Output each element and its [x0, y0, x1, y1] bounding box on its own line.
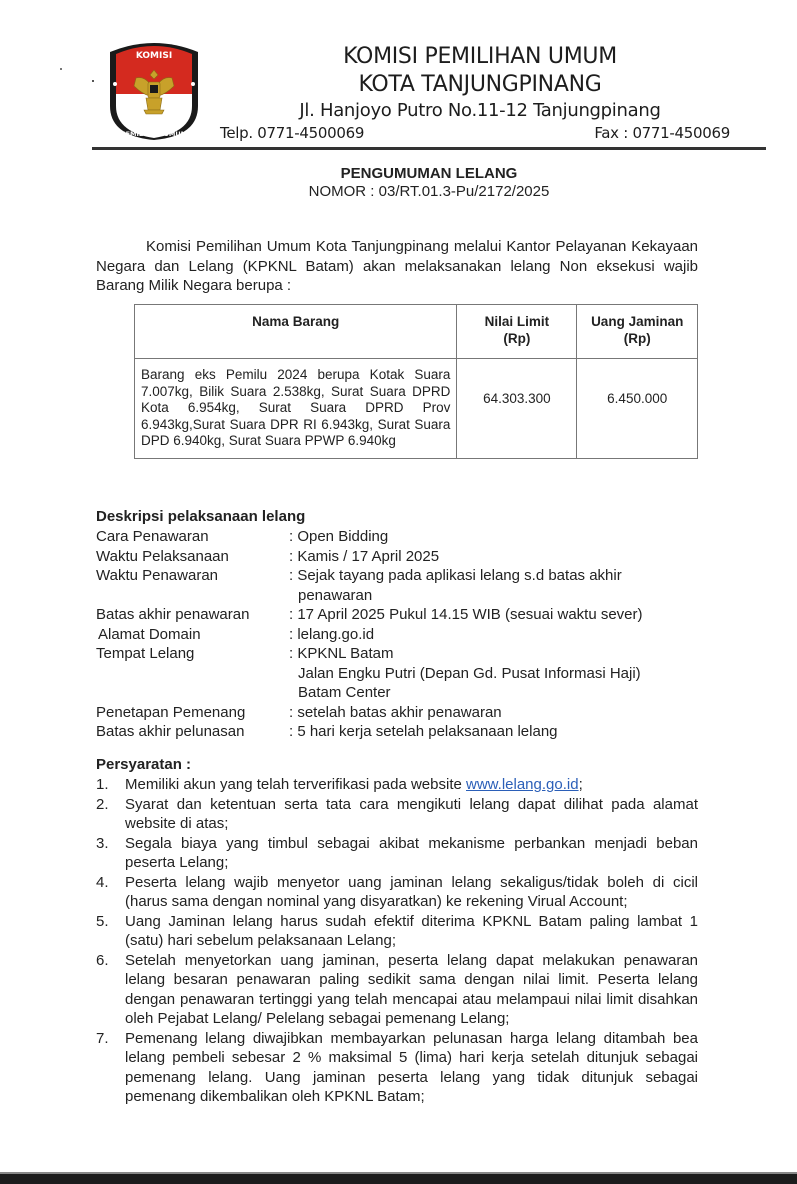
- deskripsi-label: Waktu Penawaran: [96, 567, 219, 584]
- item-text: Pemenang lelang diwajibkan membayarkan pelunasan harga lelang ditambah bea lelang pembeli sebesar 2 % maksimal 5 (lima) hari kerja setelah ditunjuk sebagai pemenang lelang. Uang jaminan peserta lelang yang tidak ditunjuk sebagai pemenang dikembalikan oleh KPKNL Batam;: [125, 1029, 698, 1105]
- intro-paragraph: [96, 237, 698, 296]
- page-bottom-edge: [0, 1172, 797, 1184]
- cell-nama-barang: Barang eks Pemilu 2024 berupa Kotak Suara 7.007kg, Bilik Suara 2.538kg, Surat Suara DPRD Kota 6.954kg, Surat Suara DPRD Prov 6.943kg,Surat Suara DPR RI 6.943kg, Surat Suara DPD 6.940kg, Surat Suara PPWP 6.940kg: [135, 359, 457, 459]
- deskripsi-value-line: : Sejak tayang pada aplikasi lelang s.d batas akhir: [289, 567, 622, 584]
- item-text: Syarat dan ketentuan serta tata cara mengikuti lelang dapat dilihat pada alamat website di atas;: [125, 795, 698, 832]
- document-title: PENGUMUMAN LELANG: [340, 165, 518, 182]
- deskripsi-value-line: Jalan Engku Putri (Depan Gd. Pusat Informasi Haji): [298, 664, 641, 682]
- deskripsi-label: Tempat Lelang: [96, 645, 195, 662]
- scan-speck: [60, 68, 62, 70]
- deskripsi-value: [289, 644, 716, 703]
- deskripsi-item: [96, 527, 716, 547]
- deskripsi-value-line: Batam Center: [298, 684, 391, 701]
- persyaratan-item: [96, 873, 698, 912]
- lelang-website-link[interactable]: www.lelang.go.id: [466, 776, 579, 793]
- item-number: 3.: [96, 834, 109, 852]
- item-text: Uang Jaminan lelang harus sudah efektif diterima KPKNL Batam paling lambat 1 (satu) hari sebelum pelaksanaan Lelang;: [125, 912, 698, 949]
- persyaratan-heading: Persyaratan :: [96, 756, 192, 773]
- deskripsi-label: Alamat Domain: [98, 625, 201, 643]
- cell-uang-jaminan: 6.450.000: [577, 359, 698, 459]
- deskripsi-list: [96, 527, 716, 742]
- header-uang-jaminan: [577, 305, 698, 359]
- deskripsi-item: [96, 566, 716, 605]
- item-text: Segala biaya yang timbul sebagai akibat mekanisme perbankan menjadi beban peserta Lelang;: [125, 834, 698, 871]
- item-number: 4.: [96, 873, 109, 891]
- deskripsi-value-line: penawaran: [298, 586, 373, 604]
- document-number: NOMOR : 03/RT.01.3-Pu/2172/2025: [308, 183, 550, 200]
- persyaratan-list: [96, 775, 698, 1107]
- item-text-part: Memiliki akun yang telah terverifikasi pada website: [125, 776, 466, 793]
- header-uang-jaminan-text: Uang Jaminan (Rp): [591, 314, 684, 346]
- persyaratan-item: [96, 834, 698, 873]
- letterhead-divider: [92, 147, 766, 150]
- item-text: Peserta lelang wajib menyetor uang jaminan lelang sekaligus/tidak boleh di cicil (harus sama dengan nominal yang disyaratkan) ke rekening Virual Account;: [125, 873, 698, 910]
- deskripsi-heading: Deskripsi pelaksanaan lelang: [96, 508, 306, 525]
- deskripsi-item: [96, 644, 716, 703]
- deskripsi-value: : lelang.go.id: [289, 625, 375, 643]
- deskripsi-item: [96, 547, 716, 567]
- item-number: 6.: [96, 951, 109, 969]
- deskripsi-item: [96, 722, 716, 742]
- deskripsi-value: : 17 April 2025 Pukul 14.15 WIB (sesuai waktu sever): [289, 606, 643, 623]
- cell-nilai-limit: 64.303.300: [457, 359, 577, 459]
- header-nilai-limit: [457, 305, 577, 359]
- persyaratan-item: [96, 775, 698, 795]
- intro-text: Komisi Pemilihan Umum Kota Tanjungpinang melalui Kantor Pelayanan Kekayaan Negara dan Lelang (KPKNL Batam) akan melaksanakan lelang Non eksekusi wajib Barang Milik Negara berupa :: [96, 238, 698, 294]
- scan-speck: [92, 80, 94, 82]
- org-fax: Fax : 0771-450069: [594, 124, 730, 142]
- persyaratan-item: [96, 1029, 698, 1107]
- header-nama-barang: Nama Barang: [135, 305, 457, 359]
- item-text: [125, 775, 698, 795]
- item-text-part: ;: [578, 776, 583, 793]
- deskripsi-value: : Open Bidding: [289, 528, 389, 545]
- item-number: 5.: [96, 912, 109, 930]
- persyaratan-item: [96, 795, 698, 834]
- persyaratan-item: [96, 951, 698, 1029]
- item-number: 2.: [96, 795, 109, 813]
- deskripsi-item: [96, 703, 716, 723]
- deskripsi-label: Cara Penawaran: [96, 528, 209, 545]
- logo-bottom-text: PEMILIHAN UMUM: [120, 130, 188, 138]
- deskripsi-label: Batas akhir penawaran: [96, 606, 250, 623]
- org-address: Jl. Hanjoyo Putro No.11-12 Tanjungpinang: [299, 100, 661, 121]
- deskripsi-value: : Kamis / 17 April 2025: [289, 547, 440, 565]
- table-row: [135, 359, 698, 459]
- deskripsi-label: Waktu Pelaksanaan: [96, 547, 229, 565]
- header-nilai-limit-text: Nilai Limit (Rp): [484, 314, 550, 346]
- table-header-row: [135, 305, 698, 359]
- deskripsi-value: : 5 hari kerja setelah pelaksanaan lelang: [289, 723, 558, 740]
- deskripsi-label: Batas akhir pelunasan: [96, 723, 245, 740]
- item-number: 1.: [96, 776, 109, 793]
- kpu-logo-icon: [106, 40, 202, 140]
- org-name-line2: KOTA TANJUNGPINANG: [358, 72, 602, 97]
- deskripsi-item: [96, 625, 716, 645]
- item-text: Setelah menyetorkan uang jaminan, peserta lelang dapat melakukan penawaran lelang besaran penawaran paling sedikit sama dengan nilai limit. Peserta lelang dengan penawaran tertinggi yang telah mencapai atau melampaui nilai limit disahkan oleh Pejabat Lelang/ Pelelang sebagai pemenang Lelang;: [125, 951, 698, 1027]
- items-table: [134, 304, 698, 459]
- deskripsi-label: Penetapan Pemenang: [96, 703, 246, 721]
- deskripsi-value: [289, 566, 716, 605]
- logo-top-text: KOMISI: [135, 51, 173, 61]
- persyaratan-item: [96, 912, 698, 951]
- item-number: 7.: [96, 1029, 109, 1047]
- deskripsi-item: [96, 605, 716, 625]
- org-name-line1: KOMISI PEMILIHAN UMUM: [343, 44, 617, 69]
- deskripsi-value: : setelah batas akhir penawaran: [289, 703, 502, 721]
- org-telp: Telp. 0771-4500069: [220, 124, 365, 142]
- deskripsi-value-line: : KPKNL Batam: [289, 645, 394, 662]
